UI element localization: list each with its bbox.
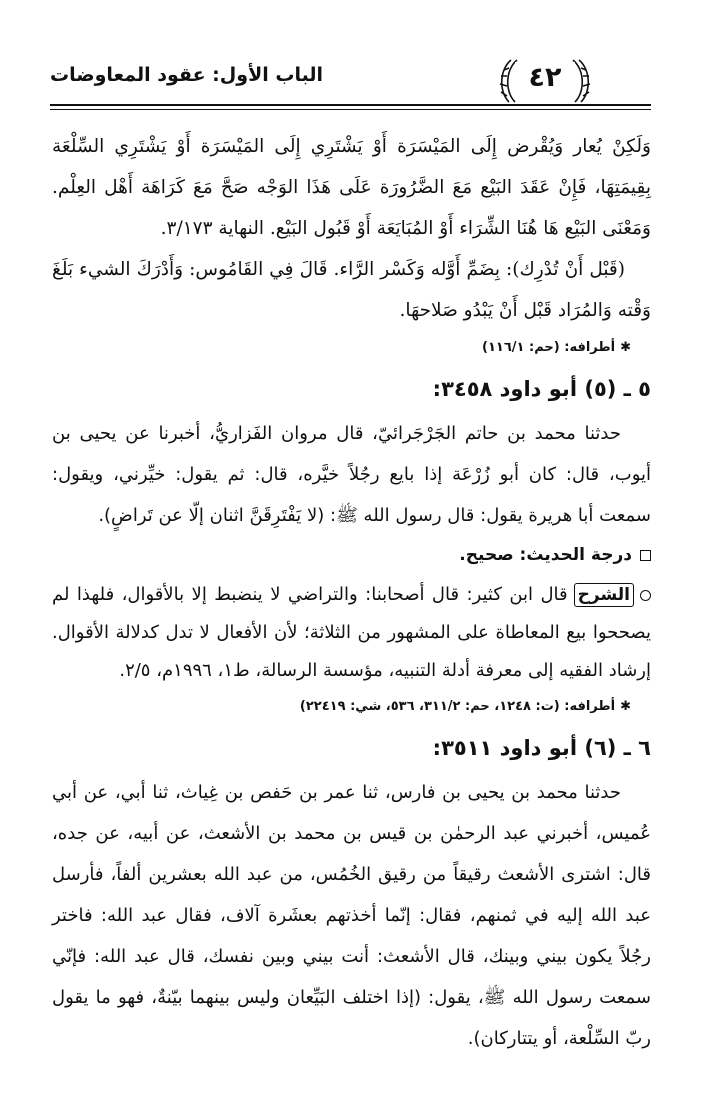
hadith-6-heading: ٦ ـ (٦) أبو داود ٣٥١١: <box>432 736 651 760</box>
asterisk-icon: ✱ <box>620 699 631 714</box>
header-stub-rule <box>625 104 651 106</box>
asterisk-icon: ✱ <box>620 340 631 355</box>
commentary-badge: الشرح <box>574 583 634 607</box>
footnote-references-2 <box>52 696 631 718</box>
header-stub-rule-thin <box>625 109 651 110</box>
intro-paragraph: وَلَكِنْ يُعار وَيُقْرض إِلَى المَيْسَرَة أَوْ يَشْتَرِي إِلَى المَيْسَرَة أَوْ يَشْتَرِي السِّلْعَة بِقِيمَتِهَا، فَإِنْ عَقَدَ البَيْع مَعَ الضَّرُورَة عَلَى هَذَا الوَجْه صَحَّ مَعَ كَرَاهَة أَهْل العِلْم. وَمَعْنَى البَيْع هَا هُنَا الشِّرَاء أَوْ المُبَايَعَة أَوْ قَبُول البَيْع. النهاية ٣/١٧٣. <box>52 136 651 239</box>
page-number: ٤٢ <box>515 62 575 93</box>
header-rule-thin <box>50 109 651 110</box>
hadith-5-heading: ٥ ـ (٥) أبو داود ٣٤٥٨: <box>432 377 651 401</box>
hadith-5-commentary <box>52 576 651 690</box>
footnote-references <box>52 337 631 359</box>
circle-bullet-icon <box>640 590 651 601</box>
page-header <box>50 56 651 120</box>
footnote-text: أطرافه: (حم: ١١٦/١) <box>482 340 616 355</box>
square-bullet-icon <box>640 550 651 561</box>
hadith-5-text: حدثنا محمد بن حاتم الجَرْجَرائيّ، قال مروان الفَزاريُّ، أخبرنا عن يحيى بن أيوب، قال: كان أبو زُرْعَة إذا بايع رجُلاً خيَّره، قال: ثم يقول: خيِّرني، ويقول: سمعت أبا هريرة يقول: قال رسول الله ﷺ: (لا يَفْتَرِقَنَّ اثنان إلّا عن تَراضٍ). <box>52 423 651 526</box>
intro-paragraph-2: (قَبْل أَنْ تُدْرِك): بِضَمِّ أَوَّله وَكَسْر الرَّاء. قَالَ فِي القَامُوس: وَأَدْرَكَ الشيء بَلَغَ وَقْته وَالمُرَاد قَبْل أَنْ يَبْدُو صَلاحهَا. <box>52 259 651 321</box>
hadith-6-text: حدثنا محمد بن يحيى بن فارس، ثنا عمر بن حَفص بن غِياث، ثنا أبي، عن أبي عُميس، أخبرني عبد الرحمٰن بن قيس بن محمد بن الأشعث، عن أبيه، عن جده، قال: اشترى الأشعث رقيقاً من رقيق الخُمُس، من عبد الله بعشرين ألفاً، فأرسل عبد الله إليه في ثمنهم، فقال: إنّما أخذتهم بعشَرة آلاف، فقال عبد الله: فاختر رجُلاً يكون بيني وبينك، قال الأشعث: أنت بيني وبين نفسك، قال عبد الله: فإنّي سمعت رسول الله ﷺ، يقول: (إذا اختلف البَيِّعان وليس بينهما بيّنةٌ، فهو ما يقول ربّ السِّلْعة، أو يتتاركان). <box>52 782 651 1049</box>
hadith-5-grade <box>52 538 651 572</box>
page-content <box>52 126 651 1059</box>
footnote-text-2: أطرافه: (ت: ١٢٤٨، حم: ٣١١/٢، ٥٣٦، شي: ٢٢٤١٩) <box>299 699 616 714</box>
commentary-text: قال ابن كثير: قال أصحابنا: والتراضي لا ينضبط إلا بالأقوال، فلهذا لم يصححوا بيع المعاطاة على المشهور من الثلاثة؛ لأن الأفعال لا تدل كدلالة الأقوال. إرشاد الفقيه إلى معرفة أدلة التنبيه، مؤسسة الرسالة، ط١، ١٩٩٦م، ٢/٥. <box>52 584 651 681</box>
chapter-title: الباب الأول: عقود المعاوضات <box>50 64 323 86</box>
grade-text: درجة الحديث: صحيح. <box>459 545 632 565</box>
